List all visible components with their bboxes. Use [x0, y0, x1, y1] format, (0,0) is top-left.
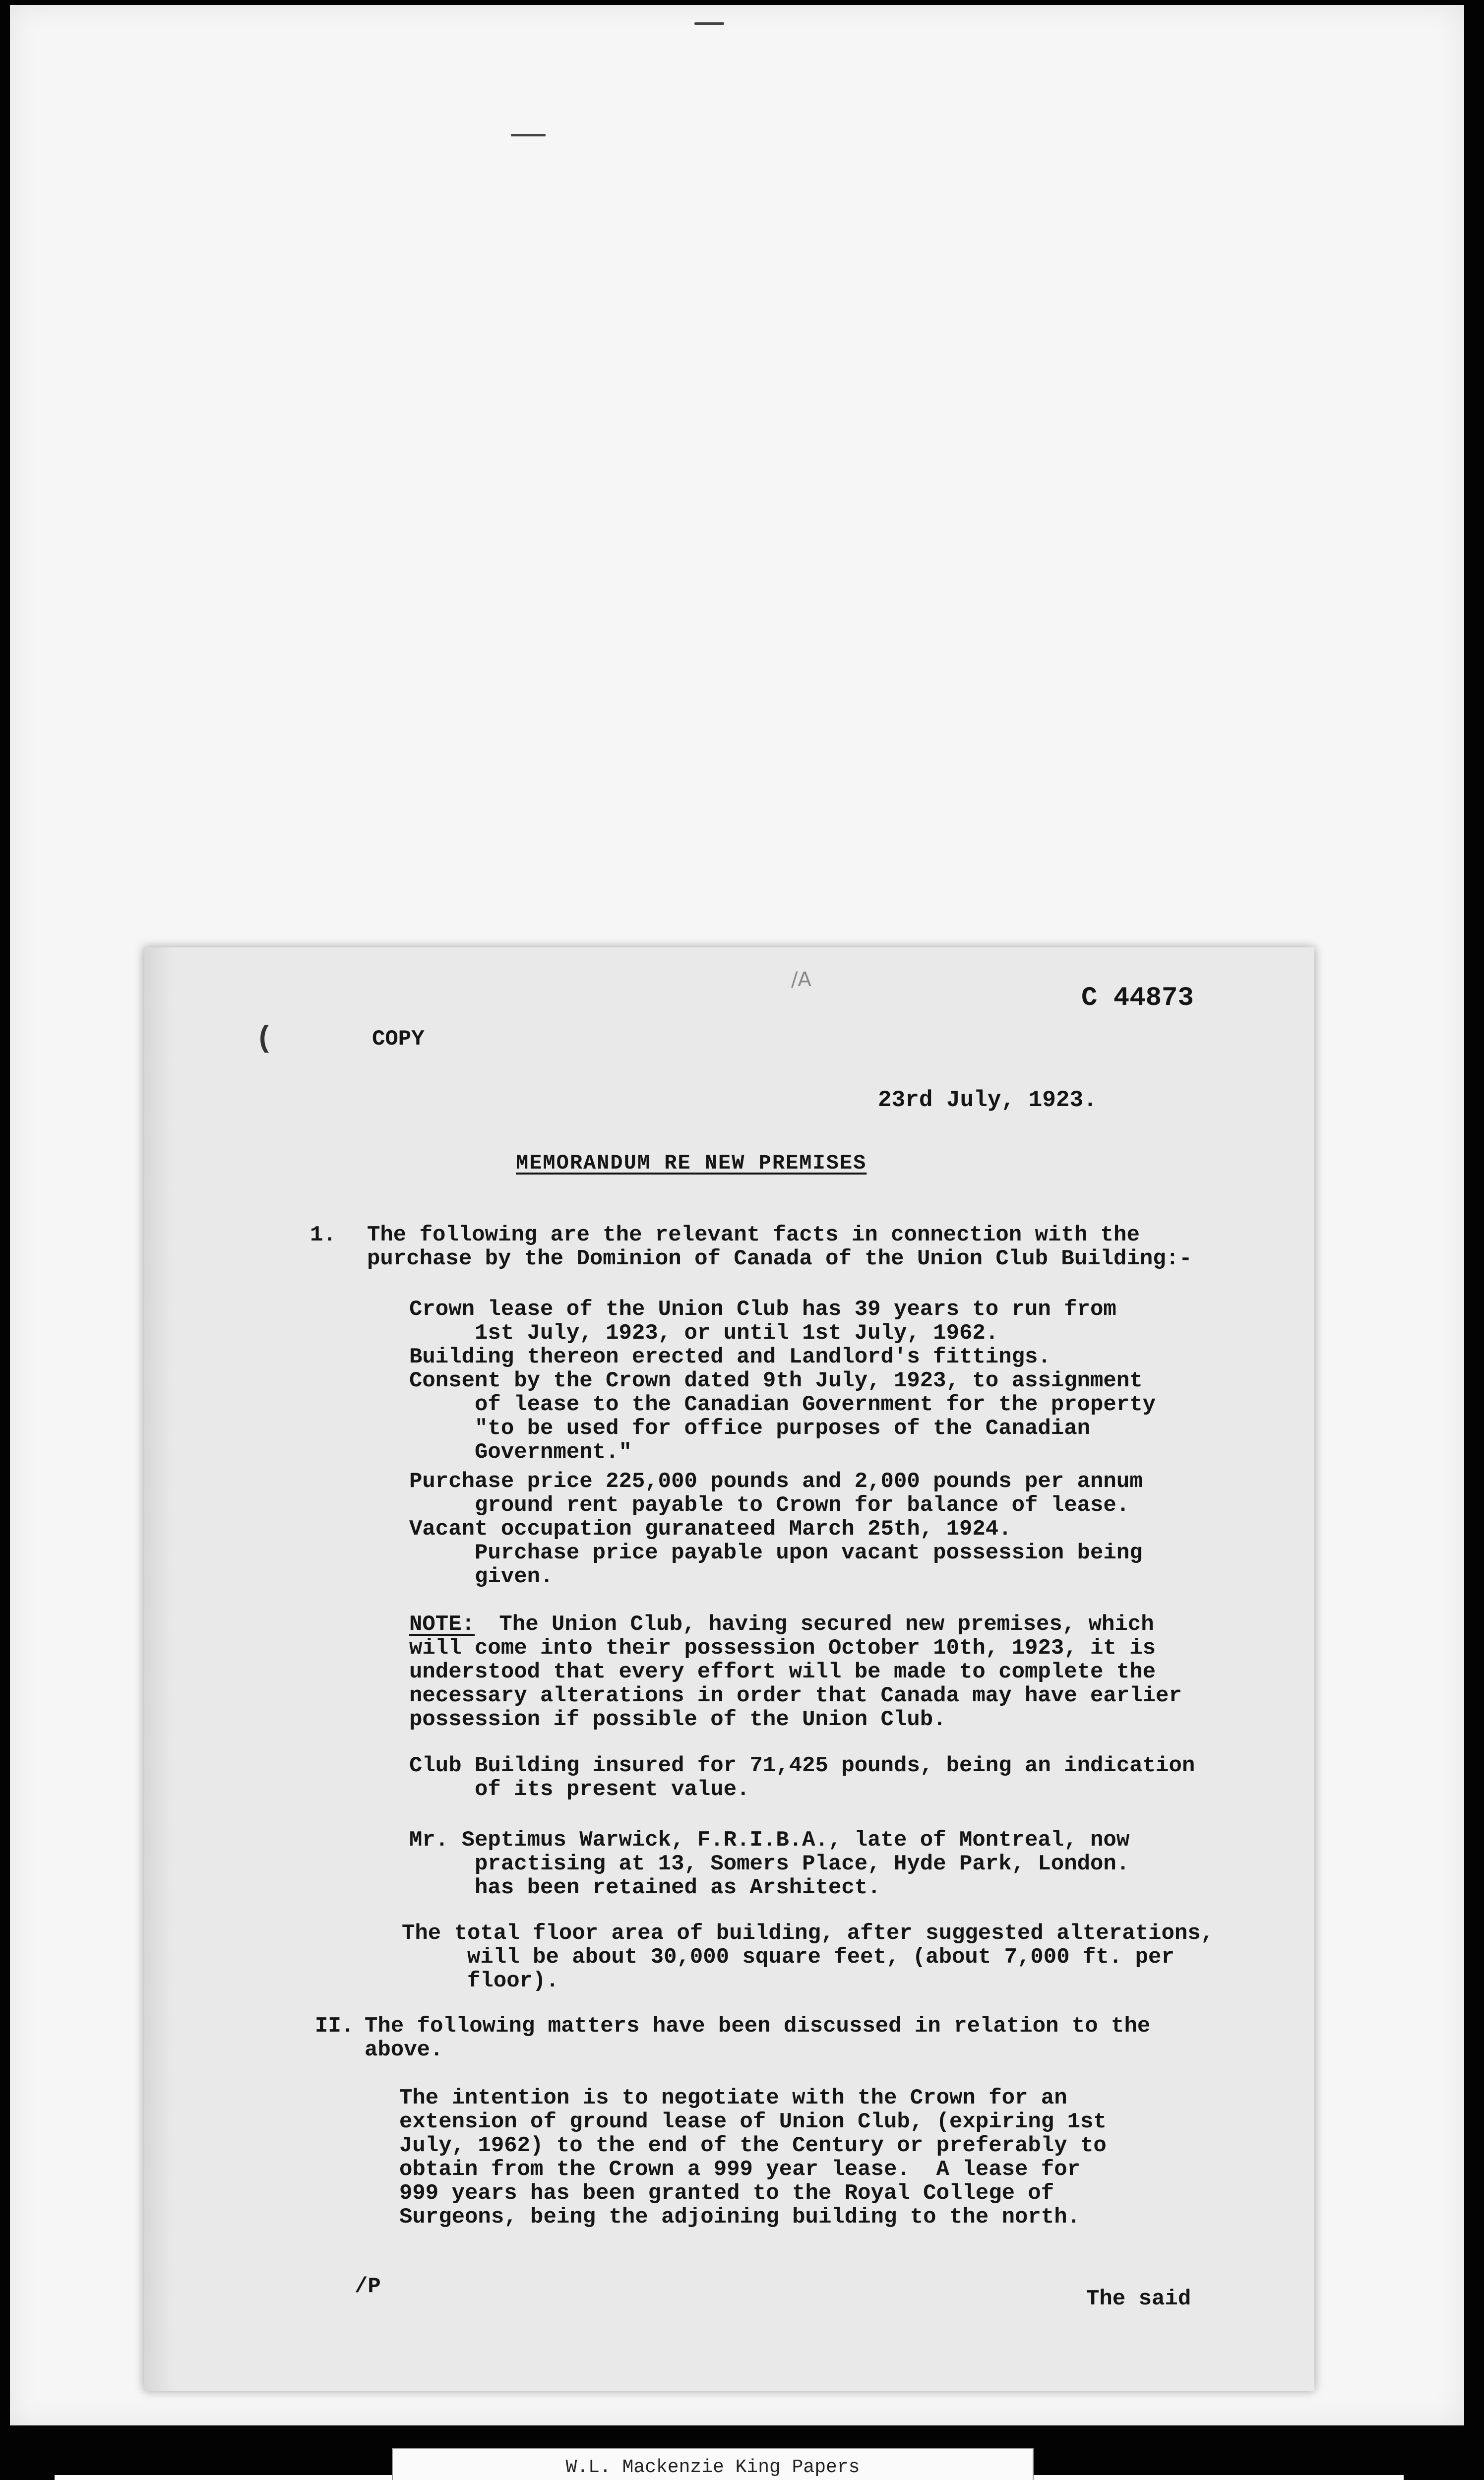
fact-line: given.: [409, 1564, 554, 1589]
file-number: C 44873: [1081, 983, 1194, 1013]
insurance-line: of its present value.: [409, 1777, 750, 1802]
section-2-number: II.: [315, 2014, 355, 2039]
intention-line: The intention is to negotiate with the Crown for an: [399, 2086, 1067, 2110]
section-2-intro-line-1: The following matters have been discussed in relation to the: [365, 2014, 1151, 2039]
fact-line: Vacant occupation guranateed March 25th, 1924.: [409, 1517, 1012, 1542]
section-1-number: 1.: [310, 1223, 336, 1247]
pencil-mark: /A: [791, 968, 811, 991]
fact-line: 1st July, 1923, or until 1st July, 1962.: [409, 1321, 999, 1346]
intention-line: obtain from the Crown a 999 year lease. A lease for: [399, 2157, 1081, 2182]
architect-line: practising at 13, Somers Place, Hyde Park, London.: [409, 1852, 1130, 1876]
section-1-intro-line-1: The following are the relevant facts in connection with the: [367, 1223, 1140, 1247]
memo-date: 23rd July, 1923.: [878, 1087, 1097, 1113]
stray-mark-upper: [511, 134, 546, 136]
insurance-line: Club Building insured for 71,425 pounds, being an indication: [409, 1753, 1195, 1778]
architect-line: has been retained as Arshitect.: [409, 1875, 881, 1900]
note-line: The Union Club, having secured new premises, which: [486, 1612, 1154, 1637]
copy-mark: COPY: [372, 1027, 425, 1052]
note-line: necessary alterations in order that Canada may have earlier: [409, 1683, 1182, 1708]
fact-line: "to be used for office purposes of the Canadian: [409, 1416, 1091, 1441]
fact-line: Crown lease of the Union Club has 39 years to run from: [409, 1297, 1116, 1322]
note-label: NOTE:: [409, 1612, 475, 1637]
fact-line: Building thereon erected and Landlord's fittings.: [409, 1345, 1051, 1369]
architect-line: Mr. Septimus Warwick, F.R.I.B.A., late of Montreal, now: [409, 1828, 1130, 1853]
floor-area-line: floor).: [402, 1969, 559, 1993]
intention-line: July, 1962) to the end of the Century or preferably to: [399, 2133, 1107, 2158]
intention-line: 999 years has been granted to the Royal College of: [399, 2181, 1054, 2206]
archive-label-line-1: W.L. Mackenzie King Papers: [565, 2457, 860, 2478]
intention-line: extension of ground lease of Union Club, (expiring 1st: [399, 2109, 1107, 2134]
memo-heading: MEMORANDUM RE NEW PREMISES: [516, 1151, 867, 1175]
fact-line: Purchase price 225,000 pounds and 2,000 pounds per annum: [409, 1469, 1143, 1494]
catchword: The said: [1086, 2287, 1191, 2311]
intention-line: Surgeons, being the adjoining building to the north.: [399, 2205, 1081, 2230]
note-line: understood that every effort will be made to complete the: [409, 1660, 1156, 1684]
fact-line: of lease to the Canadian Government for the property: [409, 1392, 1156, 1417]
hole-punch-mark: (: [255, 1022, 274, 1056]
fact-line: Consent by the Crown dated 9th July, 1923, to assignment: [409, 1368, 1143, 1393]
note-line: possession if possible of the Union Club.: [409, 1707, 946, 1732]
fact-line: ground rent payable to Crown for balance of lease.: [409, 1493, 1130, 1518]
section-1-intro-line-2: purchase by the Dominion of Canada of the Union Club Building:-: [367, 1246, 1192, 1271]
note-line: will come into their possession October 10th, 1923, it is: [409, 1636, 1156, 1661]
fact-line: Purchase price payable upon vacant possession being: [409, 1541, 1143, 1565]
page-marker: /P: [355, 2274, 381, 2299]
page-edge-shadow: [144, 947, 174, 2391]
fact-line: Government.": [409, 1440, 632, 1465]
archive-label-card: [392, 2448, 1034, 2480]
memorandum-page: [144, 947, 1314, 2391]
floor-area-line: will be about 30,000 square feet, (about 7,000 ft. per: [402, 1945, 1175, 1970]
floor-area-line: The total floor area of building, after suggested alterations,: [402, 1921, 1214, 1946]
stray-mark-top: [694, 22, 724, 25]
section-2-intro-line-2: above.: [365, 2038, 443, 2062]
